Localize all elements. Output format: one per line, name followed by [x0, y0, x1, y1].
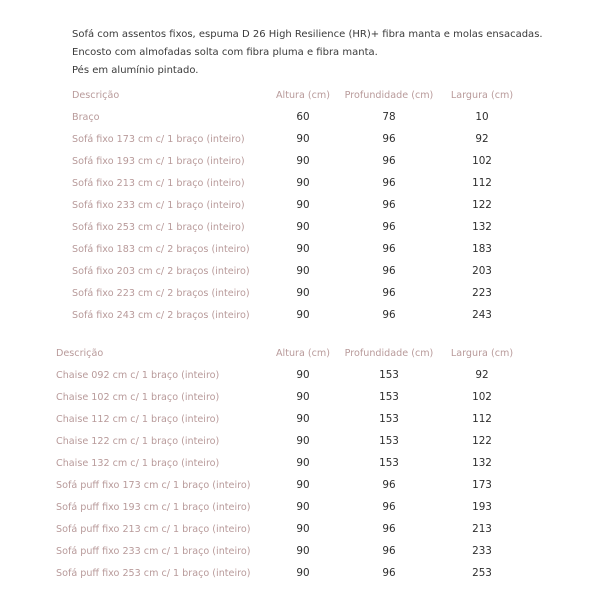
row-description: Chaise 112 cm c/ 1 braço (inteiro) — [56, 413, 220, 425]
product-description — [72, 26, 543, 80]
table-row — [56, 452, 524, 474]
row-depth: 96 — [382, 479, 396, 491]
row-description: Chaise 132 cm c/ 1 braço (inteiro) — [56, 457, 220, 469]
row-height: 90 — [296, 501, 310, 513]
row-height: 90 — [296, 369, 310, 381]
row-width: 122 — [472, 199, 492, 211]
row-height: 90 — [296, 545, 310, 557]
chaise-puff-dimensions-table — [56, 342, 524, 584]
table-row — [56, 540, 524, 562]
table-row — [72, 304, 524, 326]
table-row — [56, 496, 524, 518]
table-row — [72, 172, 524, 194]
row-width: 102 — [472, 155, 492, 167]
header-description: Descrição — [56, 347, 104, 359]
sofa-dimensions-table — [72, 84, 524, 326]
row-width: 213 — [472, 523, 492, 535]
row-depth: 96 — [382, 199, 396, 211]
row-description: Sofá fixo 253 cm c/ 1 braço (inteiro) — [72, 221, 245, 233]
row-height: 90 — [296, 391, 310, 403]
row-height: 90 — [296, 523, 310, 535]
header-height: Altura (cm) — [275, 89, 331, 101]
row-depth: 153 — [379, 391, 399, 403]
row-depth: 153 — [379, 457, 399, 469]
row-height: 90 — [296, 435, 310, 447]
row-height: 90 — [296, 133, 310, 145]
row-width: 112 — [472, 413, 492, 425]
row-depth: 78 — [382, 111, 396, 123]
row-height: 90 — [296, 243, 310, 255]
table-row — [56, 408, 524, 430]
row-depth: 96 — [382, 243, 396, 255]
row-width: 102 — [472, 391, 492, 403]
row-height: 60 — [296, 111, 310, 123]
row-width: 193 — [472, 501, 492, 513]
row-depth: 96 — [382, 177, 396, 189]
table-row — [72, 194, 524, 216]
row-width: 132 — [472, 457, 492, 469]
row-depth: 96 — [382, 501, 396, 513]
row-description: Sofá fixo 213 cm c/ 1 braço (inteiro) — [72, 177, 245, 189]
row-depth: 96 — [382, 309, 396, 321]
row-width: 92 — [475, 133, 489, 145]
row-height: 90 — [296, 413, 310, 425]
row-height: 90 — [296, 221, 310, 233]
header-height: Altura (cm) — [275, 347, 331, 359]
row-width: 233 — [472, 545, 492, 557]
row-width: 132 — [472, 221, 492, 233]
row-depth: 96 — [382, 155, 396, 167]
row-height: 90 — [296, 567, 310, 579]
row-height: 90 — [296, 287, 310, 299]
table-row — [72, 128, 524, 150]
row-height: 90 — [296, 177, 310, 189]
table-header-row — [72, 84, 524, 106]
table-row — [72, 150, 524, 172]
table-row — [56, 386, 524, 408]
table-row — [72, 216, 524, 238]
header-width: Largura (cm) — [450, 347, 514, 359]
table-row — [56, 562, 524, 584]
row-description: Braço — [72, 111, 100, 123]
description-line: Pés em alumínio pintado. — [72, 65, 199, 76]
row-width: 223 — [472, 287, 492, 299]
table-row — [56, 474, 524, 496]
row-width: 203 — [472, 265, 492, 277]
row-description: Sofá fixo 203 cm c/ 2 braços (inteiro) — [72, 265, 250, 277]
row-depth: 96 — [382, 265, 396, 277]
row-description: Sofá puff fixo 193 cm c/ 1 braço (inteiro) — [56, 501, 251, 513]
row-description: Sofá fixo 243 cm c/ 2 braços (inteiro) — [72, 309, 250, 321]
row-width: 92 — [475, 369, 489, 381]
header-width: Largura (cm) — [450, 89, 514, 101]
row-description: Chaise 102 cm c/ 1 braço (inteiro) — [56, 391, 220, 403]
row-width: 112 — [472, 177, 492, 189]
table-header-row — [56, 342, 524, 364]
table-row — [56, 518, 524, 540]
row-height: 90 — [296, 199, 310, 211]
row-description: Sofá puff fixo 173 cm c/ 1 braço (inteiro) — [56, 479, 251, 491]
header-depth: Profundidade (cm) — [344, 347, 434, 359]
row-height: 90 — [296, 155, 310, 167]
table-row — [72, 106, 524, 128]
row-depth: 153 — [379, 413, 399, 425]
row-height: 90 — [296, 265, 310, 277]
table-row — [72, 282, 524, 304]
row-depth: 96 — [382, 287, 396, 299]
row-depth: 96 — [382, 133, 396, 145]
row-height: 90 — [296, 309, 310, 321]
row-height: 90 — [296, 457, 310, 469]
row-description: Chaise 122 cm c/ 1 braço (inteiro) — [56, 435, 220, 447]
description-line: Sofá com assentos fixos, espuma D 26 High Resilience (HR)+ fibra manta e molas ensacadas. — [72, 29, 543, 40]
row-description: Sofá fixo 173 cm c/ 1 braço (inteiro) — [72, 133, 245, 145]
row-width: 253 — [472, 567, 492, 579]
row-description: Sofá fixo 233 cm c/ 1 braço (inteiro) — [72, 199, 245, 211]
header-depth: Profundidade (cm) — [344, 89, 434, 101]
table-row — [56, 430, 524, 452]
row-height: 90 — [296, 479, 310, 491]
table-row — [72, 238, 524, 260]
row-depth: 153 — [379, 369, 399, 381]
row-depth: 153 — [379, 435, 399, 447]
row-description: Sofá fixo 223 cm c/ 2 braços (inteiro) — [72, 287, 250, 299]
row-description: Sofá fixo 193 cm c/ 1 braço (inteiro) — [72, 155, 245, 167]
row-depth: 96 — [382, 523, 396, 535]
row-description: Sofá puff fixo 213 cm c/ 1 braço (inteiro) — [56, 523, 251, 535]
row-width: 183 — [472, 243, 492, 255]
row-description: Sofá fixo 183 cm c/ 2 braços (inteiro) — [72, 243, 250, 255]
row-width: 10 — [475, 111, 489, 123]
header-description: Descrição — [72, 89, 120, 101]
row-depth: 96 — [382, 567, 396, 579]
row-depth: 96 — [382, 221, 396, 233]
description-line: Encosto com almofadas solta com fibra pluma e fibra manta. — [72, 47, 378, 58]
table-row — [72, 260, 524, 282]
row-width: 122 — [472, 435, 492, 447]
row-width: 173 — [472, 479, 492, 491]
row-width: 243 — [472, 309, 492, 321]
row-description: Sofá puff fixo 253 cm c/ 1 braço (inteiro) — [56, 567, 251, 579]
row-depth: 96 — [382, 545, 396, 557]
row-description: Sofá puff fixo 233 cm c/ 1 braço (inteiro) — [56, 545, 251, 557]
row-description: Chaise 092 cm c/ 1 braço (inteiro) — [56, 369, 220, 381]
table-row — [56, 364, 524, 386]
